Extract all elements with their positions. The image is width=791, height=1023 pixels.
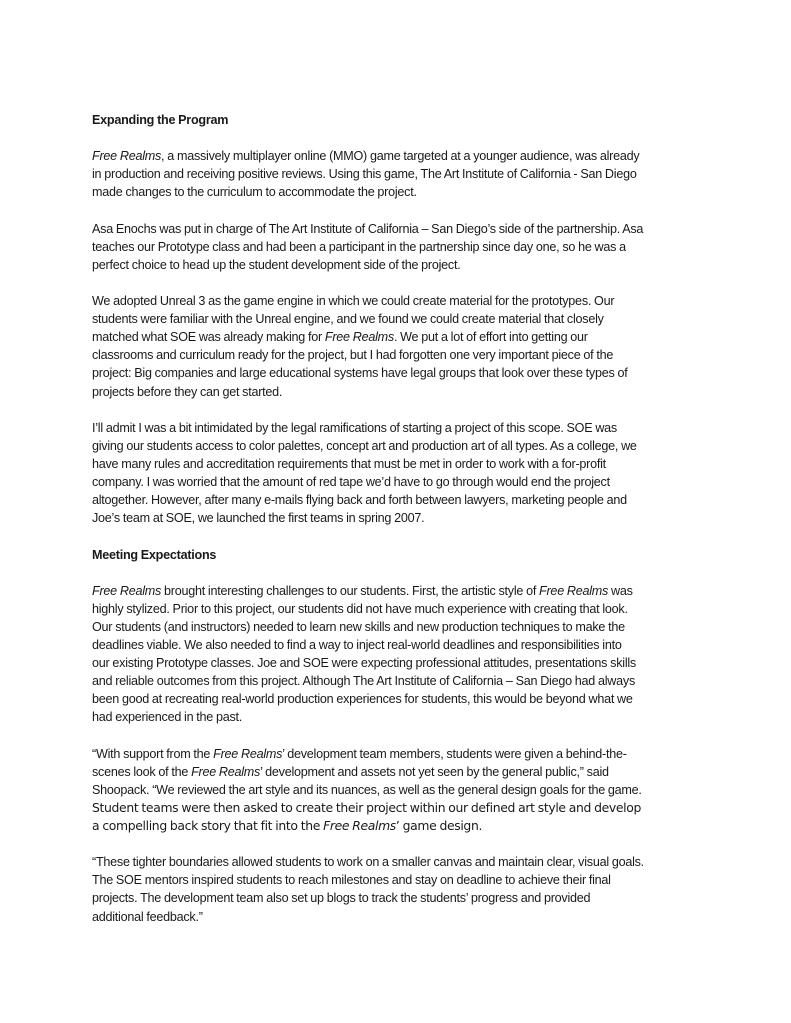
section-heading-meeting-expectations: Meeting Expectations [92,547,217,562]
game-title: Free Realms [324,330,394,345]
game-title: Free Realms [323,817,396,833]
paragraph-shoopack-quote: “With support from the Free Realms’ development team members, students were given a behind-the- scenes look of the Free Realms’ development and assets not yet seen by the general public,” said Shoopack. “We reviewed the art style and its nuances, as well as the general design goals for the game. Student teams were then asked to create their project within our defined art style and develop a compelling back story that fit into the Free Realms’ game design. [92,746,642,833]
section-heading-expanding-the-program: Expanding the Program [92,113,229,127]
paragraph-unreal-engine: We adopted Unreal 3 as the game engine in which we could create material for the prototypes. Our students were familiar with the Unreal engine, and we found we could create material that closely matched what SOE was already making for Free Realms. We put a lot of effort into getting our classrooms and curriculum ready for the project, but I had forgotten one very important piece of the project: Big companies and large educational systems have legal groups that look over these types of projects before they can get started. [92,294,628,399]
game-title: Free Realms [213,746,283,761]
paragraph-asa-enochs: Asa Enochs was put in charge of The Art Institute of California – San Diego’s side of the partnership. Asa teaches our Prototype class and had been a participant in the partnership since day one, so he was a perfect choice to head up the student development side of the project. [92,221,644,272]
document-page [92,111,722,944]
game-title: Free Realms [539,583,609,598]
game-title: Free Realms [191,764,261,779]
game-title: Free Realms [92,149,162,164]
paragraph-free-realms-intro: Free Realms, a massively multiplayer online (MMO) game targeted at a younger audience, was already in production and receiving positive reviews. Using this game, The Art Institute of California - San Diego made changes to the curriculum to accommodate the project. [92,149,640,200]
paragraph-legal-ramifications: I’ll admit I was a bit intimidated by the legal ramifications of starting a project of this scope. SOE was giving our students access to color palettes, concept art and production art of all types. As a college, we have many rules and accreditation requirements that must be met in order to work with a for-profit company. I was worried that the amount of red tape we’d have to go through would end the project altogether. However, after many e-mails flying back and forth between lawyers, marketing people and Joe’s team at SOE, we launched the first teams in spring 2007. [92,420,637,526]
game-title: Free Realms [92,583,162,598]
paragraph-tighter-boundaries: “These tighter boundaries allowed students to work on a smaller canvas and maintain clear, visual goals. The SOE mentors inspired students to reach milestones and stay on deadline to achieve their final projects. The development team also set up blogs to track the students’ progress and provided additional feedback.” [92,855,644,924]
paragraph-challenges: Free Realms brought interesting challenges to our students. First, the artistic style of Free Realms was highly stylized. Prior to this project, our students did not have much experience with creating that look. Our students (and instructors) needed to learn new skills and new production techniques to make the deadlines viable. We also needed to find a way to inject real-world deadlines and responsibilities into our existing Prototype classes. Joe and SOE were expecting professional attitudes, presentations skills and reliable outcomes from this project. Although The Art Institute of California – San Diego had always been good at recreating real-world production experiences for students, this would be beyond what we had experienced in the past. [92,583,636,725]
